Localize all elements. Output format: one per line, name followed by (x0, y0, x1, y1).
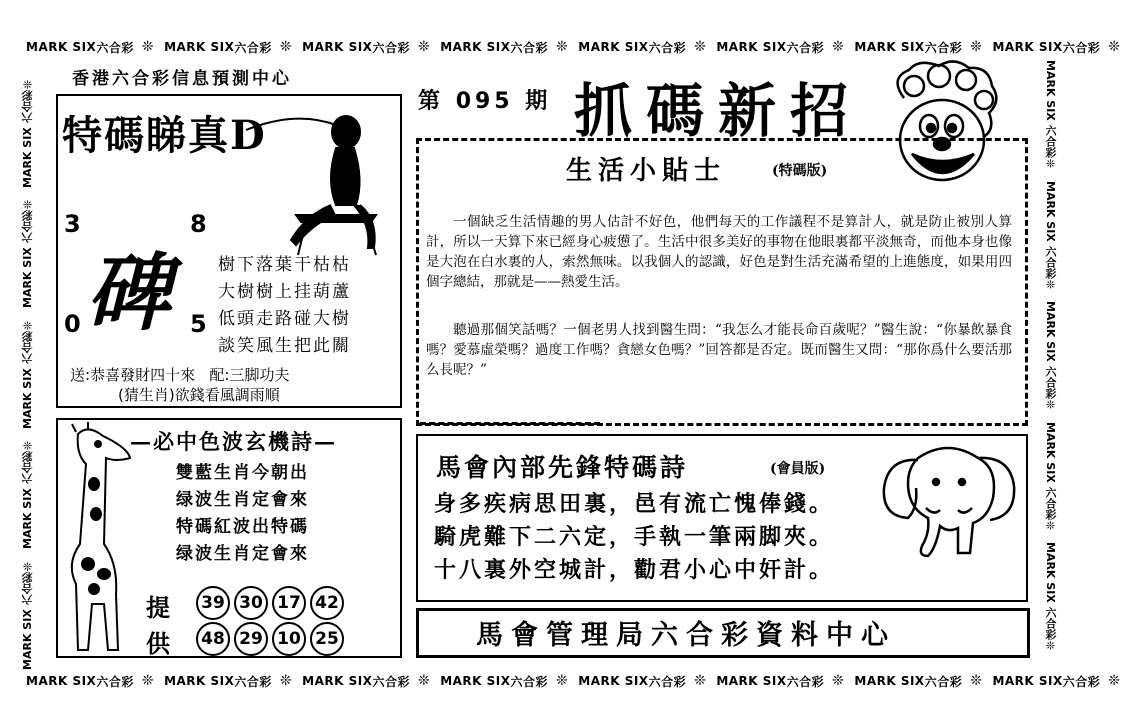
banner-brand-en: MARK SIX (992, 674, 1063, 688)
color-poem-lines (176, 460, 309, 568)
banner-unit (440, 673, 568, 690)
color-poem-title: —必中色波玄機詩— (130, 429, 337, 454)
flower-icon: ❊ (417, 673, 431, 689)
banner-brand-zh: 六合彩 (21, 210, 34, 244)
horse-poem-line: 身多疾病思田裏，邑有流亡愧俸錢。 (434, 491, 835, 517)
flower-icon: ❊ (21, 559, 34, 573)
banner-unit (20, 77, 36, 188)
banner-unit (992, 39, 1120, 56)
banner-brand-zh: 六合彩 (786, 674, 825, 689)
banner-brand-zh: 六合彩 (786, 40, 825, 55)
send-line (70, 364, 289, 385)
flower-icon: ❊ (832, 673, 845, 689)
woman-with-whip-image (236, 110, 386, 260)
banner-brand-en: MARK SIX (26, 674, 97, 688)
flower-icon: ❊ (556, 39, 569, 55)
page-title: 抓碼新招 (574, 77, 863, 145)
flower-icon: ❊ (1108, 673, 1121, 689)
flower-icon: ❊ (1108, 39, 1121, 55)
right-banner-strip (1040, 60, 1058, 670)
flower-icon: ❊ (141, 39, 155, 55)
banner-unit (716, 673, 844, 690)
number-ball: 42 (310, 586, 344, 620)
provide-label-2: 供 (146, 629, 170, 658)
banner-brand-en: MARK SIX (578, 674, 649, 688)
banner-unit (302, 39, 430, 56)
match-text: 三脚功夫 (229, 366, 290, 384)
org-header: 香港六合彩信息預測中心 (72, 69, 292, 89)
flower-icon: ❊ (970, 39, 983, 55)
banner-brand-en: MARK SIX (440, 674, 511, 688)
flower-icon: ❊ (970, 673, 983, 689)
special-number-4: 5 (190, 310, 207, 338)
number-ball: 29 (234, 622, 268, 656)
special-box-title: 特碼睇真D (62, 112, 267, 159)
match-label: 配: (209, 366, 230, 384)
banner-brand-en: MARK SIX (21, 122, 34, 188)
banner-brand-zh: 六合彩 (1044, 245, 1057, 279)
special-poem (218, 252, 351, 360)
banner-unit (20, 559, 36, 670)
banner-unit (854, 673, 982, 690)
bottom-banner-strip (26, 672, 1121, 690)
banner-unit (20, 318, 36, 429)
banner-unit (1042, 60, 1058, 171)
flower-icon: ❊ (21, 76, 34, 90)
issue-number: 095 (455, 89, 514, 114)
banner-unit (1042, 542, 1058, 653)
flower-icon: ❊ (279, 673, 293, 689)
flower-icon: ❊ (1044, 398, 1057, 412)
big-hint-character: 碑 (86, 243, 171, 342)
banner-unit (1042, 422, 1058, 533)
banner-brand-en: MARK SIX (21, 364, 34, 429)
banner-unit (440, 39, 568, 56)
banner-brand-en: MARK SIX (578, 40, 649, 54)
banner-brand-zh: 六合彩 (924, 674, 963, 689)
banner-brand-en: MARK SIX (1044, 421, 1057, 487)
tips-subtitle: (特碼版) (772, 163, 828, 179)
banner-brand-en: MARK SIX (302, 674, 373, 688)
banner-brand-en: MARK SIX (21, 605, 34, 670)
banner-brand-zh: 六合彩 (234, 674, 272, 689)
banner-brand-en: MARK SIX (716, 674, 787, 688)
banner-brand-en: MARK SIX (716, 40, 787, 54)
banner-brand-zh: 六合彩 (21, 89, 34, 123)
banner-brand-zh: 六合彩 (1062, 40, 1101, 55)
send-label: 送: (70, 366, 91, 384)
flower-icon: ❊ (556, 673, 569, 689)
number-ball: 10 (272, 622, 306, 656)
color-poem-line: 特碼紅波出特碼 (176, 517, 309, 537)
banner-brand-zh: 六合彩 (1044, 365, 1057, 399)
special-number-3: 0 (64, 310, 81, 338)
banner-brand-zh: 六合彩 (510, 674, 549, 689)
number-ball: 48 (196, 622, 230, 656)
banner-unit (26, 673, 154, 690)
banner-brand-en: MARK SIX (21, 243, 34, 309)
flower-icon: ❊ (279, 39, 293, 55)
number-ball: 30 (234, 586, 268, 620)
banner-unit (26, 39, 154, 56)
banner-unit (578, 39, 706, 56)
banner-brand-en: MARK SIX (164, 674, 235, 688)
number-row-1 (196, 586, 348, 620)
banner-unit (854, 39, 982, 56)
tips-paragraph-1: 一個缺乏生活情趣的男人估計不好色，他們每天的工作議程不是算計人，就是防止被別人算計，所以一天算下來已經身心疲憊了。生活中很多美好的事物在他眼裏都平淡無奇，而他本身也像是大泡在白水裏的人，索然無味。以我個人的認識，好色是對生活充滿希望的上進態度，如果用四個字總結，那就是——熱愛生活。 (426, 214, 1012, 290)
banner-brand-zh: 六合彩 (510, 40, 549, 55)
banner-unit (302, 673, 430, 690)
banner-brand-en: MARK SIX (1044, 180, 1057, 246)
horse-poem-line: 騎虎難下二六定，手執一筆兩脚夾。 (434, 524, 835, 550)
banner-brand-zh: 六合彩 (96, 674, 134, 689)
banner-brand-zh: 六合彩 (234, 40, 272, 55)
left-banner-strip (20, 60, 38, 670)
banner-brand-en: MARK SIX (164, 40, 235, 54)
special-poem-line: 樹下落葉干枯枯 (218, 255, 351, 275)
banner-brand-zh: 六合彩 (96, 40, 134, 55)
banner-unit (1042, 301, 1058, 412)
banner-brand-en: MARK SIX (26, 40, 97, 54)
flower-icon: ❊ (694, 673, 707, 689)
flower-icon: ❊ (21, 197, 34, 211)
tips-title: 生活小貼士 (566, 156, 727, 186)
number-ball: 17 (272, 586, 306, 620)
horse-poem-lines (434, 488, 834, 587)
banner-unit (992, 673, 1120, 690)
banner-unit (716, 39, 844, 56)
tips-paragraph-2: 聽過那個笑話嗎？一個老男人找到醫生問：“我怎么才能長命百歲呢？”醫生說：“你暴飲暴食嗎？愛慕虛榮嗎？過度工作嗎？貪戀女色嗎？”回答都是否定。既而醫生又問：“那你爲什么要活那么長呢？” (426, 322, 1012, 378)
color-poem-line: 绿波生肖定會來 (176, 490, 309, 510)
special-number-2: 8 (190, 210, 207, 238)
banner-brand-zh: 六合彩 (924, 40, 963, 55)
banner-brand-zh: 六合彩 (648, 40, 687, 55)
banner-unit (20, 439, 36, 550)
color-poem-line: 雙藍生肖今朝出 (176, 463, 309, 483)
flower-icon: ❊ (1044, 157, 1057, 171)
elephant-image (878, 438, 1018, 558)
flower-icon: ❊ (832, 39, 845, 55)
banner-unit (578, 673, 706, 690)
banner-brand-en: MARK SIX (1044, 301, 1057, 366)
banner-brand-en: MARK SIX (302, 40, 373, 54)
banner-unit (1042, 181, 1058, 292)
horse-poem-line: 十八裏外空城計，勸君小心中奸計。 (434, 557, 835, 583)
banner-brand-en: MARK SIX (992, 40, 1063, 54)
banner-unit (164, 39, 292, 56)
special-poem-line: 談笑風生把此關 (218, 336, 351, 356)
flower-icon: ❊ (1044, 519, 1057, 533)
flower-icon: ❊ (21, 318, 34, 332)
giraffe-image (58, 424, 140, 652)
flower-icon: ❊ (694, 39, 707, 55)
provide-label-1: 提 (146, 593, 170, 622)
number-ball: 39 (196, 586, 230, 620)
flower-icon: ❊ (1044, 278, 1057, 292)
issue-suffix: 期 (525, 88, 552, 114)
guess-label: (猜生肖) (118, 386, 175, 404)
number-ball: 25 (310, 622, 344, 656)
banner-brand-zh: 六合彩 (1044, 486, 1057, 520)
color-poem-line: 绿波生肖定會來 (176, 544, 309, 564)
banner-unit (20, 198, 36, 309)
guess-line (118, 384, 280, 405)
banner-brand-en: MARK SIX (854, 40, 925, 54)
flower-icon: ❊ (141, 673, 155, 689)
banner-brand-zh: 六合彩 (21, 451, 34, 485)
banner-brand-zh: 六合彩 (372, 674, 410, 689)
banner-brand-en: MARK SIX (21, 484, 34, 550)
banner-brand-zh: 六合彩 (1062, 674, 1101, 689)
special-poem-line: 低頭走路碰大樹 (218, 309, 351, 329)
banner-brand-en: MARK SIX (1044, 542, 1057, 608)
divider (420, 422, 600, 425)
top-banner-strip (26, 38, 1121, 56)
number-row-2 (196, 622, 348, 656)
flower-icon: ❊ (21, 438, 34, 452)
horse-poem-title: 馬會內部先鋒特碼詩 (436, 453, 689, 482)
banner-brand-en: MARK SIX (1044, 60, 1057, 125)
guess-text: 欲錢看風調雨順 (174, 386, 280, 404)
send-text: 恭喜發財四十來 (90, 366, 196, 384)
banner-brand-zh: 六合彩 (648, 674, 687, 689)
banner-brand-zh: 六合彩 (372, 40, 410, 55)
banner-unit (164, 673, 292, 690)
issue-label (418, 84, 551, 115)
horse-poem-subtitle: (會員版) (770, 461, 826, 477)
flower-icon: ❊ (417, 39, 431, 55)
banner-brand-zh: 六合彩 (1044, 124, 1057, 158)
banner-brand-en: MARK SIX (854, 674, 925, 688)
issue-prefix: 第 (418, 88, 445, 114)
special-poem-line: 大樹樹上挂葫蘆 (218, 282, 351, 302)
flower-icon: ❊ (1044, 640, 1057, 654)
banner-brand-zh: 六合彩 (21, 572, 34, 606)
special-number-1: 3 (64, 210, 81, 238)
footer-text: 馬會管理局六合彩資料中心 (476, 620, 896, 651)
banner-brand-en: MARK SIX (440, 40, 511, 54)
banner-brand-zh: 六合彩 (21, 331, 34, 365)
banner-brand-zh: 六合彩 (1044, 607, 1057, 641)
